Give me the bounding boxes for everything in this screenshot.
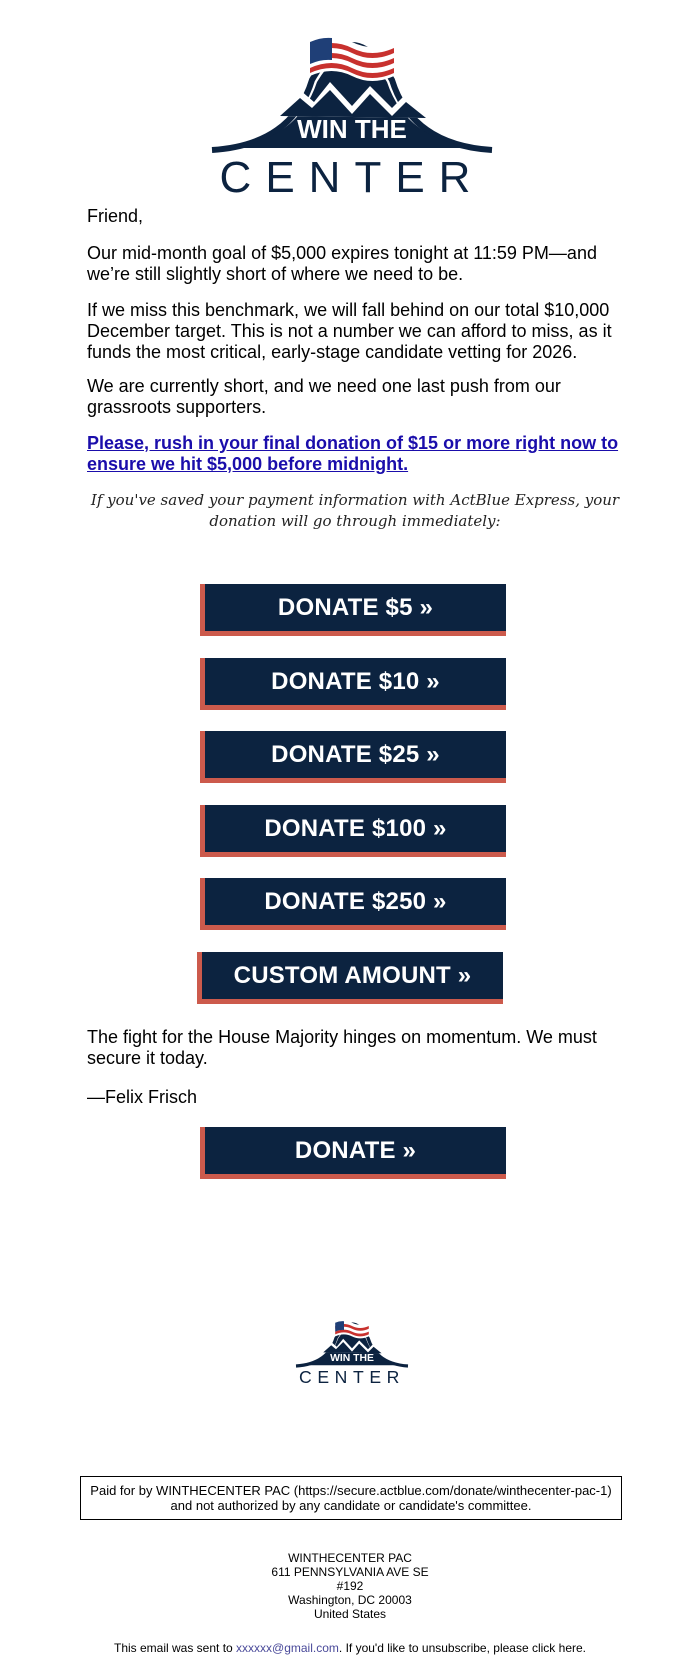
address-name: WINTHECENTER PAC — [288, 1551, 412, 1565]
donate-25-button[interactable]: DONATE $25 » — [200, 731, 506, 783]
win-the-center-footer-logo — [292, 1312, 412, 1388]
paragraph-benchmark: If we miss this benchmark, we will fall behind on our total $10,000 December target. This is not a number we can afford to miss, as it funds the most critical, early-stage candidate vetting for 2026. — [87, 300, 612, 362]
address-suite: #192 — [336, 1579, 364, 1593]
paragraph-short: We are currently short, and we need one last push from our grassroots supporters. — [87, 376, 561, 417]
donate-10-button[interactable]: DONATE $10 » — [200, 658, 506, 710]
footer-logo-line1: WIN THE — [330, 1353, 374, 1365]
custom-amount-button[interactable]: CUSTOM AMOUNT » — [197, 952, 503, 1004]
sent-prefix: This email was sent to — [113, 1641, 237, 1655]
address-street: 611 PENNSYLVANIA AVE SE — [271, 1565, 429, 1579]
paragraph-closing: The fight for the House Majority hinges on momentum. We must secure it today. — [87, 1027, 597, 1068]
donate-100-button[interactable]: DONATE $100 » — [200, 805, 506, 857]
paragraph-goal: Our mid-month goal of $5,000 expires tonight at 11:59 PM—and we’re still slightly short of where we need to be. — [87, 243, 597, 284]
greeting: Friend, — [87, 206, 144, 226]
win-the-center-logo — [202, 20, 502, 200]
donate-link[interactable]: Please, rush in your final donation of $15 or more right now to ensure we hit $5,000 before midnight. — [87, 433, 619, 474]
mailing-address — [0, 1551, 700, 1621]
logo-line2: CENTER — [219, 153, 485, 200]
donate-5-button[interactable]: DONATE $5 » — [200, 584, 506, 636]
donate-button[interactable]: DONATE » — [200, 1127, 506, 1179]
donate-250-button[interactable]: DONATE $250 » — [200, 878, 506, 930]
address-country: United States — [313, 1607, 387, 1621]
unsubscribe-text[interactable]: . If you'd like to unsubscribe, please click here. — [338, 1641, 586, 1655]
recipient-email[interactable]: xxxxxx@gmail.com — [236, 1641, 339, 1655]
paid-for-disclaimer: Paid for by WINTHECENTER PAC (https://secure.actblue.com/donate/winthecenter-pac-1) and not authorized by any candidate or candidate's committee. — [80, 1476, 622, 1520]
unsubscribe-footer — [0, 1641, 700, 1655]
logo-line1: WIN THE — [297, 114, 407, 144]
signature: —Felix Frisch — [87, 1087, 198, 1107]
express-note: If you've saved your payment information with ActBlue Express, your donation will go through immediately: — [90, 491, 620, 530]
footer-logo-line2: CENTER — [299, 1366, 405, 1387]
address-city: Washington, DC 20003 — [288, 1593, 412, 1607]
